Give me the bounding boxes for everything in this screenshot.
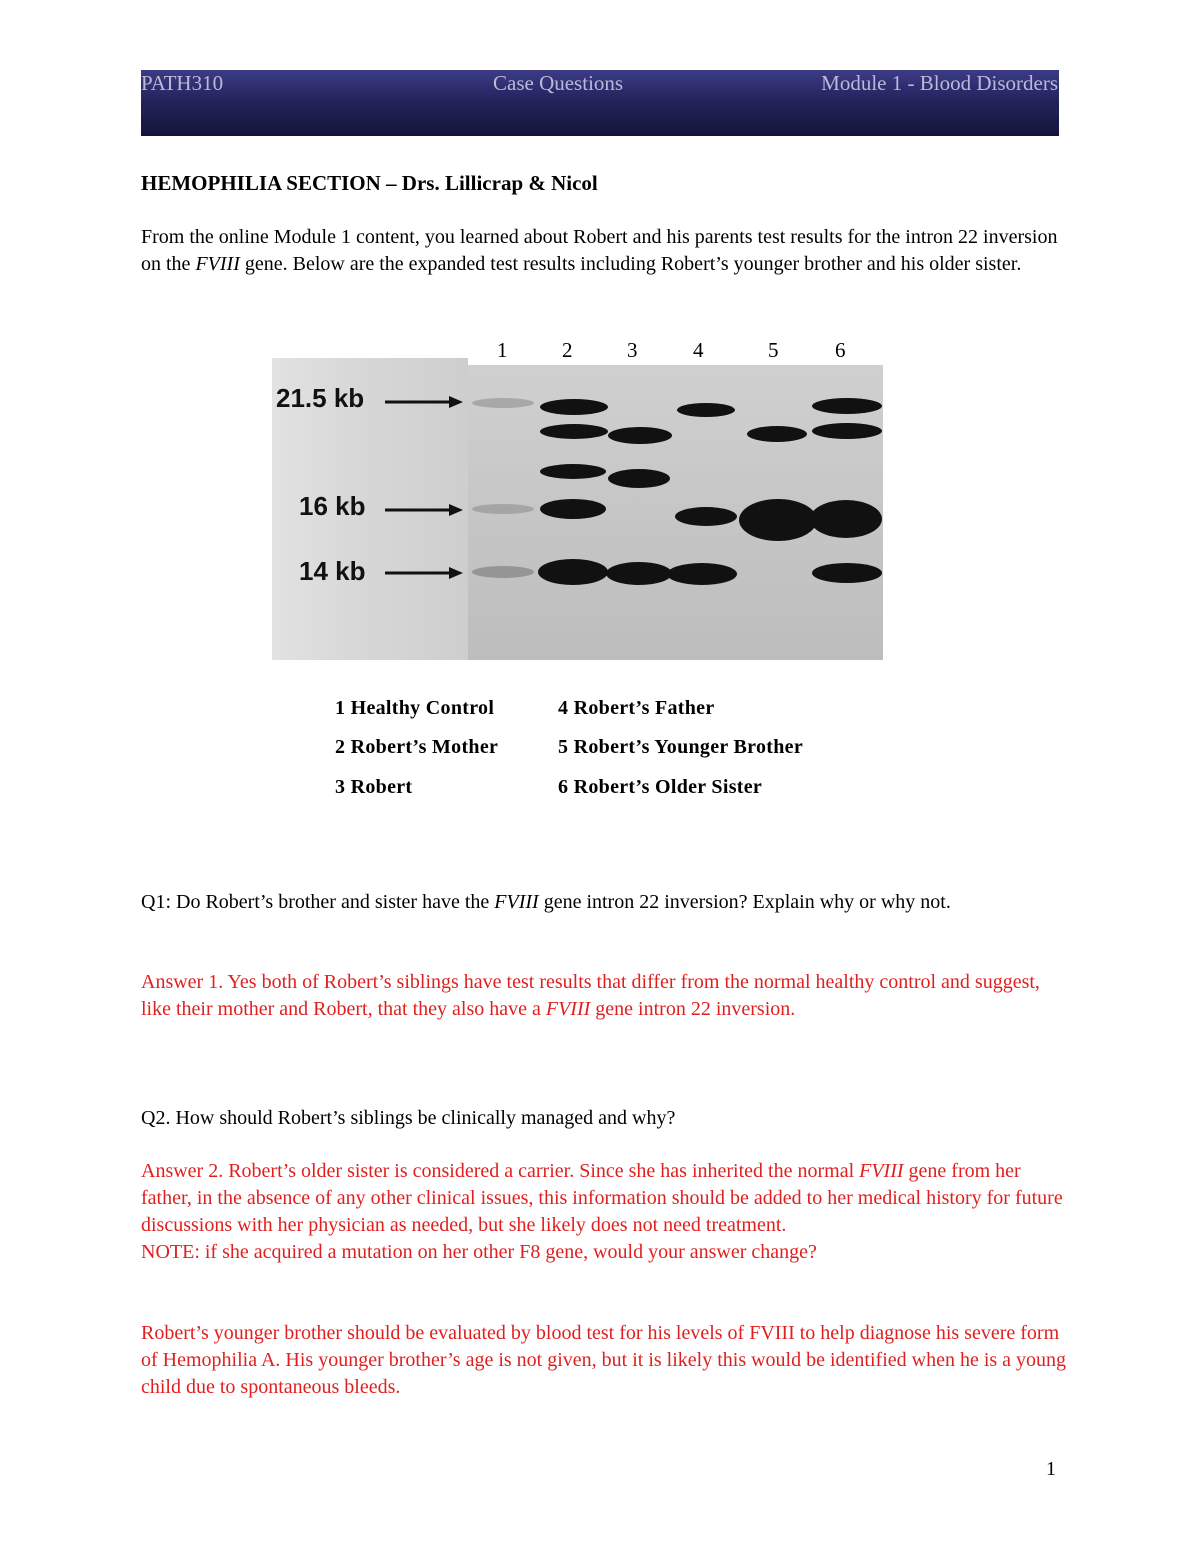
a1-text-2: gene intron 22 inversion. (590, 998, 796, 1020)
legend-lane-1: 1 Healthy Control (335, 697, 495, 719)
answer-1 (141, 969, 1071, 1023)
lane-number-1: 1 (497, 338, 508, 362)
legend-lane-2: 2 Robert’s Mother (335, 736, 499, 758)
gel-band (667, 563, 737, 585)
a1-gene: FVIII (545, 998, 591, 1020)
marker-label-21-5kb: 21.5 kb (276, 383, 365, 413)
intro-text-1: From the online Module 1 content, you learned about Robert and his parents test results for the intron 22 inversion on the (141, 226, 1058, 275)
arrow-right-icon (385, 395, 463, 409)
gel-band (472, 398, 534, 408)
gel-band (812, 563, 882, 583)
q1-text-1: Q1: Do Robert’s brother and sister have the (141, 891, 495, 913)
arrow-right-icon (385, 503, 463, 517)
a2-note: NOTE: if she acquired a mutation on her other F8 gene, would your answer change? (141, 1241, 817, 1263)
legend-lane-6: 6 Robert’s Older Sister (558, 776, 763, 798)
legend-lane-5: 5 Robert’s Younger Brother (558, 736, 803, 758)
module-title: Module 1 - Blood Disorders (821, 71, 1058, 95)
header-title: Case Questions (493, 71, 624, 95)
legend-lane-3: 3 Robert (335, 776, 413, 798)
legend-lane-4: 4 Robert’s Father (558, 697, 715, 719)
gel-band (812, 423, 882, 439)
question-2: Q2. How should Robert’s siblings be clinically managed and why? (141, 1107, 676, 1129)
a2-text-1: Answer 2. Robert’s older sister is considered a carrier. Since she has inherited the normal (141, 1160, 860, 1182)
gel-band (812, 398, 882, 414)
gel-band (540, 499, 606, 519)
gel-band (538, 559, 608, 585)
gel-image (272, 358, 883, 660)
intro-text-2: gene. Below are the expanded test results including Robert’s younger brother and his older sister. (239, 253, 1022, 275)
gel-band (540, 399, 608, 415)
a2-text-2: gene from her father, in the absence of any other clinical issues, this information should be added to her medical history for future discussions with her physician as needed, but she likely does not need treatment. (141, 1160, 1063, 1236)
gel-band (540, 464, 606, 479)
gel-band (606, 562, 672, 585)
course-code: PATH310 (141, 71, 224, 95)
gel-band (472, 566, 534, 578)
lane-number-3: 3 (627, 338, 638, 362)
page-header (141, 70, 1059, 136)
arrow-right-icon (385, 566, 463, 580)
section-heading: HEMOPHILIA SECTION – Drs. Lillicrap & Nicol (141, 171, 598, 195)
question-1 (141, 889, 1071, 916)
lane-number-6: 6 (835, 338, 846, 362)
gel-band (608, 427, 672, 444)
gel-band (739, 499, 817, 541)
gel-band (677, 403, 735, 417)
marker-label-16kb: 16 kb (299, 491, 366, 521)
answer-2 (141, 1158, 1071, 1266)
gel-band (747, 426, 807, 442)
q1-gene: FVIII (494, 891, 539, 913)
gel-band (675, 507, 737, 526)
answer-2-continued: Robert’s younger brother should be evaluated by blood test for his levels of FVIII to help diagnose his severe form of Hemophilia A. His younger brother’s age is not given, but it is likely this would be identified when he is a young child due to spontaneous bleeds. (141, 1322, 1067, 1398)
marker-label-14kb: 14 kb (299, 556, 366, 586)
lane-number-4: 4 (693, 338, 704, 362)
gel-band (540, 424, 608, 439)
intro-paragraph (141, 224, 1071, 278)
gel-band (472, 504, 534, 514)
lane-number-5: 5 (768, 338, 779, 362)
a2-gene: FVIII (859, 1160, 904, 1182)
intro-gene: FVIII (195, 253, 240, 275)
lane-number-2: 2 (562, 338, 573, 362)
gel-band (810, 500, 882, 538)
page-number: 1 (1046, 1458, 1056, 1480)
gel-band (608, 469, 670, 488)
q1-text-2: gene intron 22 inversion? Explain why or why not. (538, 891, 951, 913)
a1-text-1: Answer 1. Yes both of Robert’s siblings have test results that differ from the normal healthy control and suggest, like their mother and Robert, that they also have a (141, 971, 1040, 1020)
